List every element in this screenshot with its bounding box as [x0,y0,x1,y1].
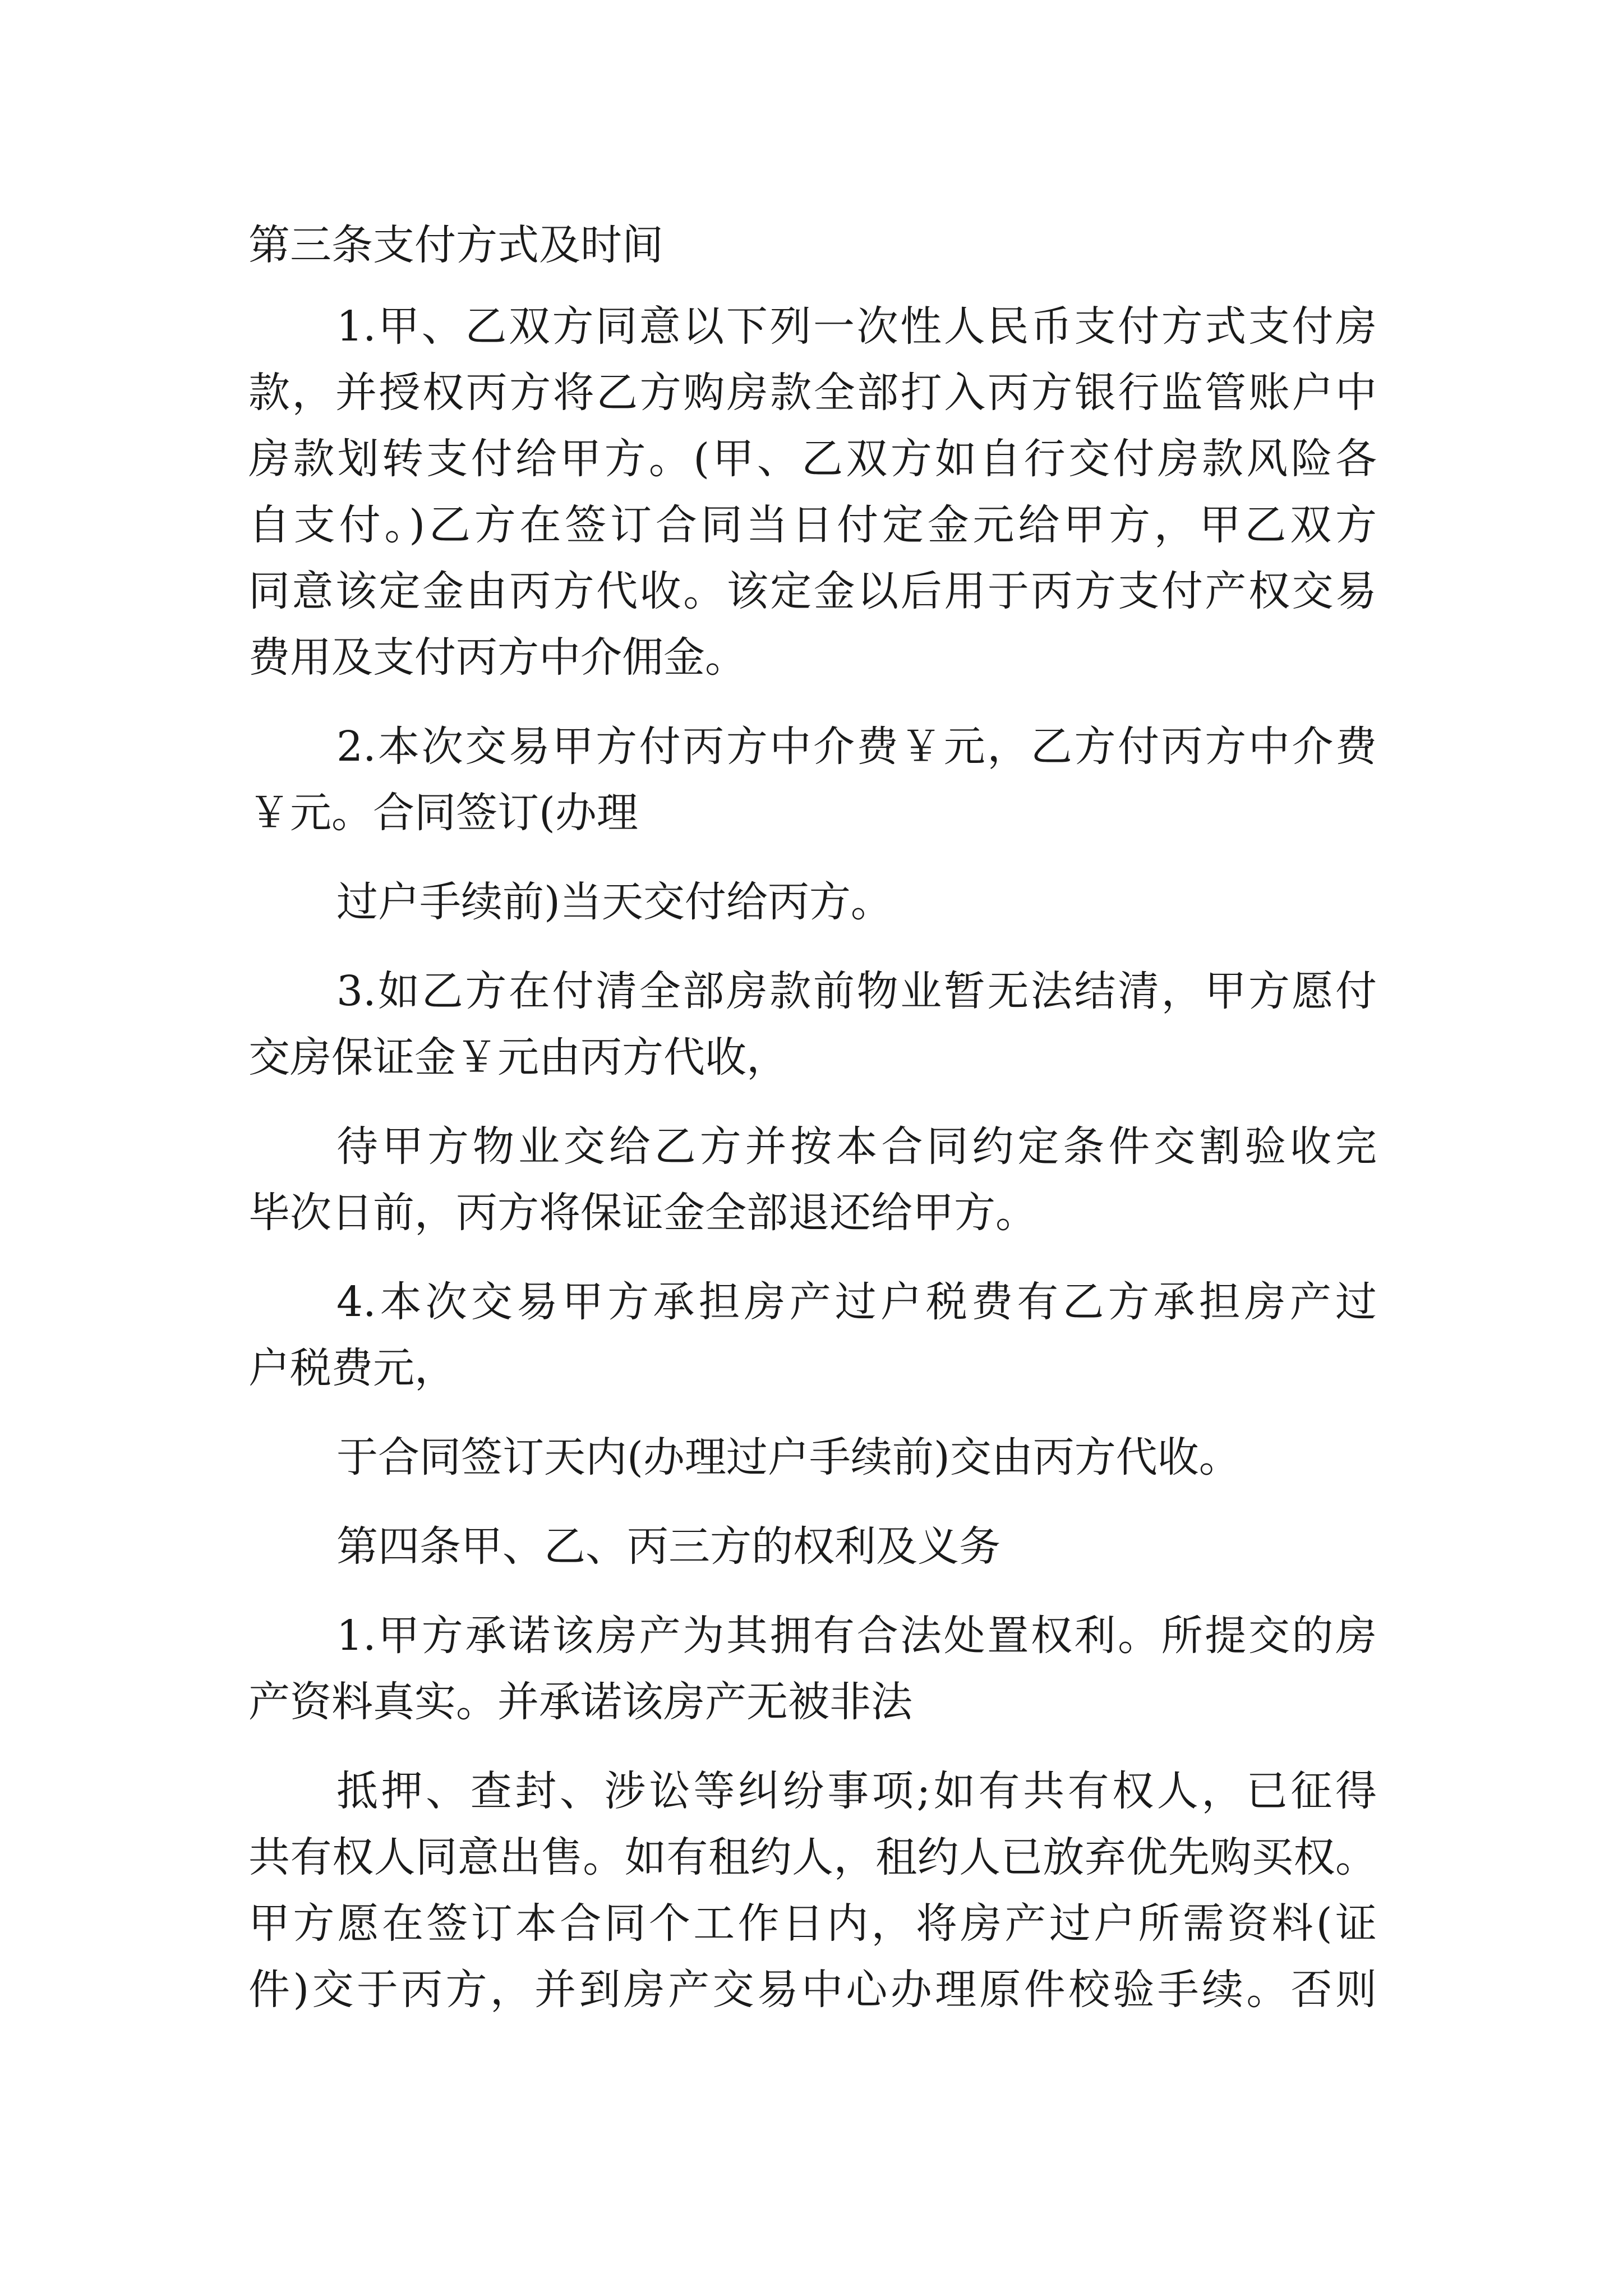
paragraph-line: 过户手续前)当天交付给丙方。 [336,878,892,926]
paragraph-line: 抵押、查封、涉讼等纠纷事项;如有共有权人，已征得 [336,1767,1377,1815]
paragraph-line: 自支付。)乙方在签订合同当日付定金元给甲方，甲乙双方 [248,501,1377,549]
paragraph-line: ￥元。合同签订(办理 [248,789,638,837]
paragraph-line: 毕次日前，丙方将保证金全部退还给甲方。 [248,1189,1037,1237]
paragraph-line: 费用及支付丙方中介佣金。 [248,633,746,682]
paragraph-line: 2.本次交易甲方付丙方中介费￥元，乙方付丙方中介费 [336,723,1377,771]
article-4-heading: 第四条甲、乙、丙三方的权利及义务 [336,1522,1000,1571]
paragraph-line: 共有权人同意出售。如有租约人，租约人已放弃优先购买权。 [248,1833,1377,1881]
paragraph-line: 款，并授权丙方将乙方购房款全部打入丙方银行监管账户中 [248,369,1377,417]
paragraph-line: 4.本次交易甲方承担房产过户税费有乙方承担房产过 [336,1278,1377,1326]
article-3-heading: 第三条支付方式及时间 [248,221,663,269]
paragraph-line: 甲方愿在签订本合同个工作日内，将房产过户所需资料(证 [248,1899,1377,1948]
paragraph-line: 交房保证金￥元由丙方代收， [248,1033,788,1082]
paragraph-line: 3.如乙方在付清全部房款前物业暂无法结清，甲方愿付 [336,967,1377,1015]
paragraph-line: 1.甲、乙双方同意以下列一次性人民币支付方式支付房 [336,302,1377,351]
paragraph-line: 件)交于丙方，并到房产交易中心办理原件校验手续。否则 [248,1966,1377,2014]
paragraph-line: 同意该定金由丙方代收。该定金以后用于丙方支付产权交易 [248,567,1377,615]
paragraph-line: 产资料真实。并承诺该房产无被非法 [248,1678,912,1726]
paragraph-line: 于合同签订天内(办理过户手续前)交由丙方代收。 [336,1433,1241,1481]
paragraph-line: 户税费元， [248,1344,456,1392]
paragraph-line: 1.甲方承诺该房产为其拥有合法处置权利。所提交的房 [336,1612,1377,1660]
paragraph-line: 房款划转支付给甲方。(甲、乙双方如自行交付房款风险各 [248,435,1377,483]
paragraph-line: 待甲方物业交给乙方并按本合同约定条件交割验收完 [336,1122,1377,1171]
